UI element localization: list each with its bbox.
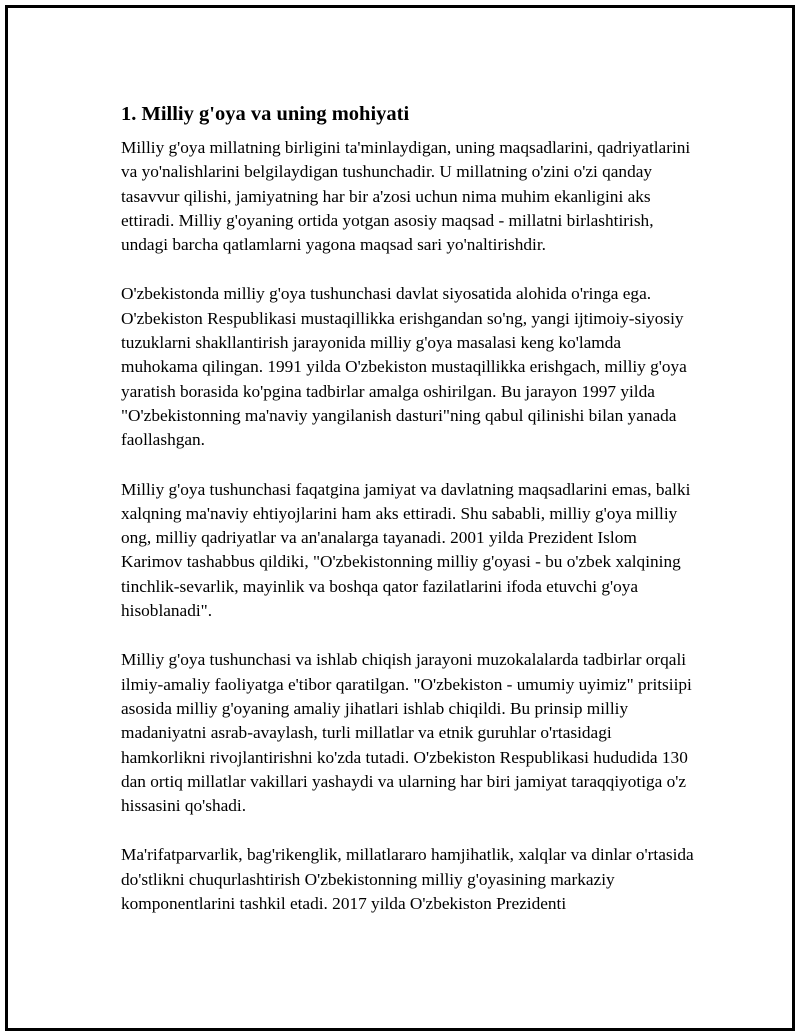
paragraph-3: Milliy g'oya tushunchasi faqatgina jamiyat va davlatning maqsadlarini emas, balki xalqning ma'naviy ehtiyojlarini ham aks ettiradi. Shu sababli, milliy g'oya milliy ong, milliy qadriyatlar va an'analarga tayanadi. 2001 yilda Prezident Islom Karimov tashabbus qildiki, "O'zbekistonning milliy g'oyasi - bu o'zbek xalqining tinchlik-sevarlik, mayinlik va boshqa qator fazilatlarini ifoda etuvchi g'oya hisoblanadi".: [121, 479, 691, 621]
paragraph-1: Milliy g'oya millatning birligini ta'minlaydigan, uning maqsadlarini, qadriyatlarini va yo'nalishlarini belgilaydigan tushunchadir. U millatning o'zini o'zi qanday tasavvur qilishi, jamiyatning har bir a'zosi uchun nima muhim ekanligini aks ettiradi. Milliy g'oyaning ortida yotgan asosiy maqsad - millatni birlashtirish, undagi barcha qatlamlarni yagona maqsad sari yo'naltirishdir.: [121, 138, 691, 255]
page-frame: [5, 5, 795, 1031]
paragraph-4: Milliy g'oya tushunchasi va ishlab chiqish jarayoni muzokalalarda tadbirlar orqali ilmiy-amaliy faoliyatga e'tibor qaratilgan. "O'zbekiston - umumiy uyimiz" pritsiipi asosida milliy g'oyaning amaliy jihatlari ishlab chiqildi. Bu prinsip milliy madaniyatni asrab-avaylash, turli millatlar va etnik guruhlar o'rtasidagi hamkorlikni rivojlantirishni ko'zda tutadi. O'zbekiston Respublikasi hududida 130 dan ortiq millatlar vakillari yashaydi va ularning har biri jamiyat taraqqiyotiga o'z hissasini qo'shadi.: [121, 650, 692, 816]
paragraph-5: Ma'rifatparvarlik, bag'rikenglik, millatlararo hamjihatlik, xalqlar va dinlar o'rtasida do'stlikni chuqurlashtirish O'zbekistonning milliy g'oyasining markaziy komponentlarini tashkil etadi. 2017 yilda O'zbekiston Prezidenti: [121, 845, 694, 914]
section-heading: 1. Milliy g'oya va uning mohiyati: [121, 103, 410, 125]
paragraph-2: O'zbekistonda milliy g'oya tushunchasi davlat siyosatida alohida o'ringa ega. O'zbekiston Respublikasi mustaqillikka erishgandan so'ng, yangi ijtimoiy-siyosiy tuzuklarni shakllantirish jarayonida milliy g'oya masalasi keng ko'lamda muhokama qilingan. 1991 yilda O'zbekiston mustaqillikka erishgach, milliy g'oya yaratish borasida ko'pgina tadbirlar amalga oshirilgan. Bu jarayon 1997 yilda "O'zbekistonning ma'naviy yangilanish dasturi"ning qabul qilinishi bilan yanada faollashgan.: [121, 284, 687, 450]
document-body: [121, 100, 696, 916]
